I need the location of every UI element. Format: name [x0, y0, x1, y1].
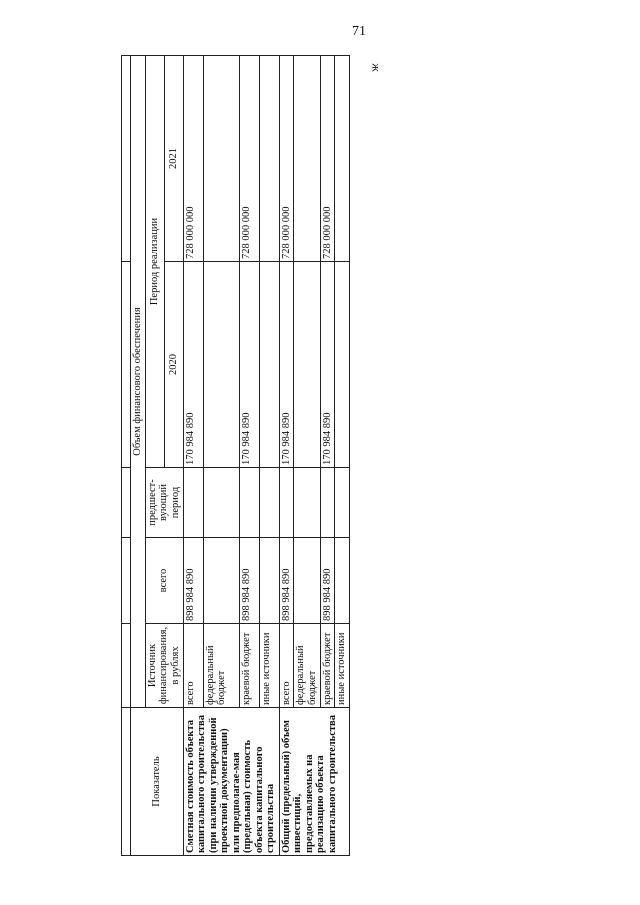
header-previous-period: предшест-вующий период	[145, 468, 183, 538]
side-mark: ж	[369, 63, 384, 72]
rotated-table-container	[121, 56, 350, 856]
header-total: всего	[145, 538, 183, 624]
header-funding-volume: Объем финансового обеспечения	[131, 56, 146, 708]
previous-cell	[279, 468, 294, 538]
total-cell	[259, 538, 279, 624]
table-row	[279, 56, 294, 856]
header-year-2021: 2021	[164, 56, 183, 262]
total-cell: 898 984 890	[183, 538, 203, 624]
previous-cell	[203, 468, 239, 538]
header-source: Источник финансирования, в рублях	[145, 624, 183, 708]
header-row-1	[131, 56, 146, 856]
page-number: 71	[352, 24, 366, 39]
total-cell	[203, 538, 239, 624]
indicator-cell: Общий (предельный) объем инвестиций, предоставляемых на реализацию объекта капитального строительства	[279, 708, 349, 856]
source-cell: иные источники	[335, 624, 350, 708]
year-2021-cell: 728 000 000	[239, 56, 259, 262]
year-2020-cell: 170 984 890	[239, 262, 259, 468]
year-2021-cell	[335, 56, 350, 262]
year-2021-cell: 728 000 000	[183, 56, 203, 262]
year-2020-cell: 170 984 890	[279, 262, 294, 468]
year-2020-cell	[294, 262, 320, 468]
source-cell: всего	[183, 624, 203, 708]
year-2021-cell: 728 000 000	[279, 56, 294, 262]
source-cell: краевой бюджет	[239, 624, 259, 708]
year-2021-cell: 728 000 000	[320, 56, 335, 262]
source-cell: федеральный бюджет	[294, 624, 320, 708]
total-cell: 898 984 890	[279, 538, 294, 624]
previous-cell	[320, 468, 335, 538]
year-2021-cell	[203, 56, 239, 262]
indicator-cell: Сметная стоимость объекта капитального строительства (при наличии утвержденной проектной документации) или предполагае-мая (предельная) стоимость объекта капитального строительства	[183, 708, 279, 856]
source-cell: федеральный бюджет	[203, 624, 239, 708]
source-cell: иные источники	[259, 624, 279, 708]
funding-table	[121, 55, 350, 856]
table-row	[183, 56, 203, 856]
previous-cell	[294, 468, 320, 538]
header-indicator: Показатель	[131, 708, 184, 856]
total-cell: 898 984 890	[239, 538, 259, 624]
source-cell: всего	[279, 624, 294, 708]
header-year-2020: 2020	[164, 262, 183, 468]
previous-cell	[239, 468, 259, 538]
top-strip-row	[122, 56, 131, 856]
previous-cell	[183, 468, 203, 538]
total-cell	[294, 538, 320, 624]
year-2021-cell	[259, 56, 279, 262]
year-2020-cell	[203, 262, 239, 468]
year-2020-cell	[259, 262, 279, 468]
year-2020-cell	[335, 262, 350, 468]
total-cell: 898 984 890	[320, 538, 335, 624]
year-2020-cell: 170 984 890	[320, 262, 335, 468]
year-2020-cell: 170 984 890	[183, 262, 203, 468]
total-cell	[335, 538, 350, 624]
year-2021-cell	[294, 56, 320, 262]
source-cell: краевой бюджет	[320, 624, 335, 708]
header-implementation-period: Период реализации	[145, 56, 164, 468]
previous-cell	[335, 468, 350, 538]
previous-cell	[259, 468, 279, 538]
